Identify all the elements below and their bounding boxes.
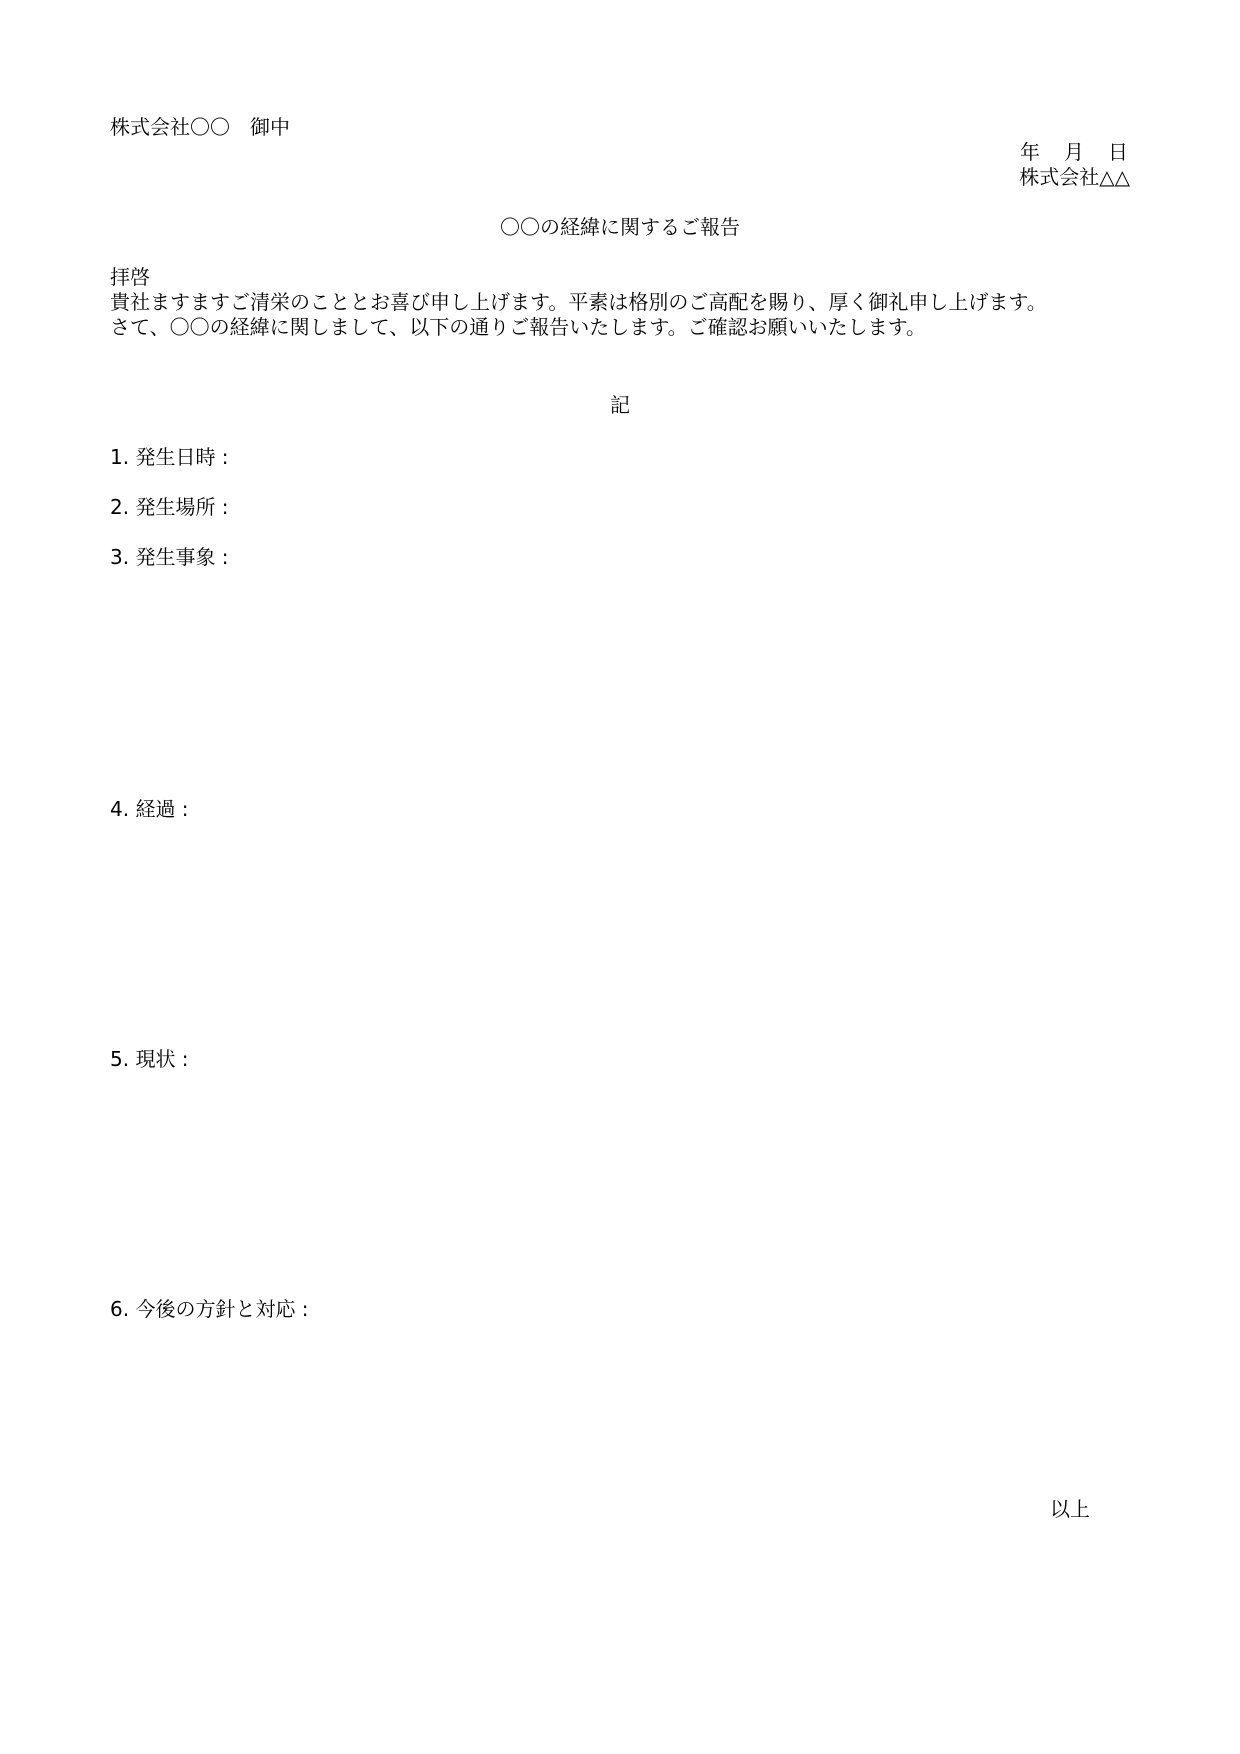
greeting: 拝啓 (110, 265, 150, 289)
sender-name: 株式会社△△ (1019, 165, 1130, 189)
closing-mark: 以上 (1050, 1497, 1090, 1521)
item-current-status: 5. 現状 : (110, 1047, 189, 1071)
ki-heading: 記 (610, 393, 630, 417)
item-occurrence-location: 2. 発生場所 : (110, 495, 229, 519)
body-line: さて、〇〇の経緯に関しまして、以下の通りご報告いたします。ご確認お願いいたします。 (110, 315, 926, 339)
item-progress: 4. 経過 : (110, 797, 189, 821)
item-future-policy: 6. 今後の方針と対応 : (110, 1297, 309, 1321)
body-line: 貴社ますますご清栄のこととお喜び申し上げます。平素は格別のご高配を賜り、厚く御礼申し上げます。 (110, 290, 1047, 314)
item-occurrence-datetime: 1. 発生日時 : (110, 445, 229, 469)
recipient: 株式会社〇〇 御中 (110, 115, 290, 139)
item-occurrence-event: 3. 発生事象 : (110, 545, 229, 569)
document-title: 〇〇の経緯に関するご報告 (500, 215, 740, 239)
date-line: 年 月 日 (1020, 140, 1130, 164)
